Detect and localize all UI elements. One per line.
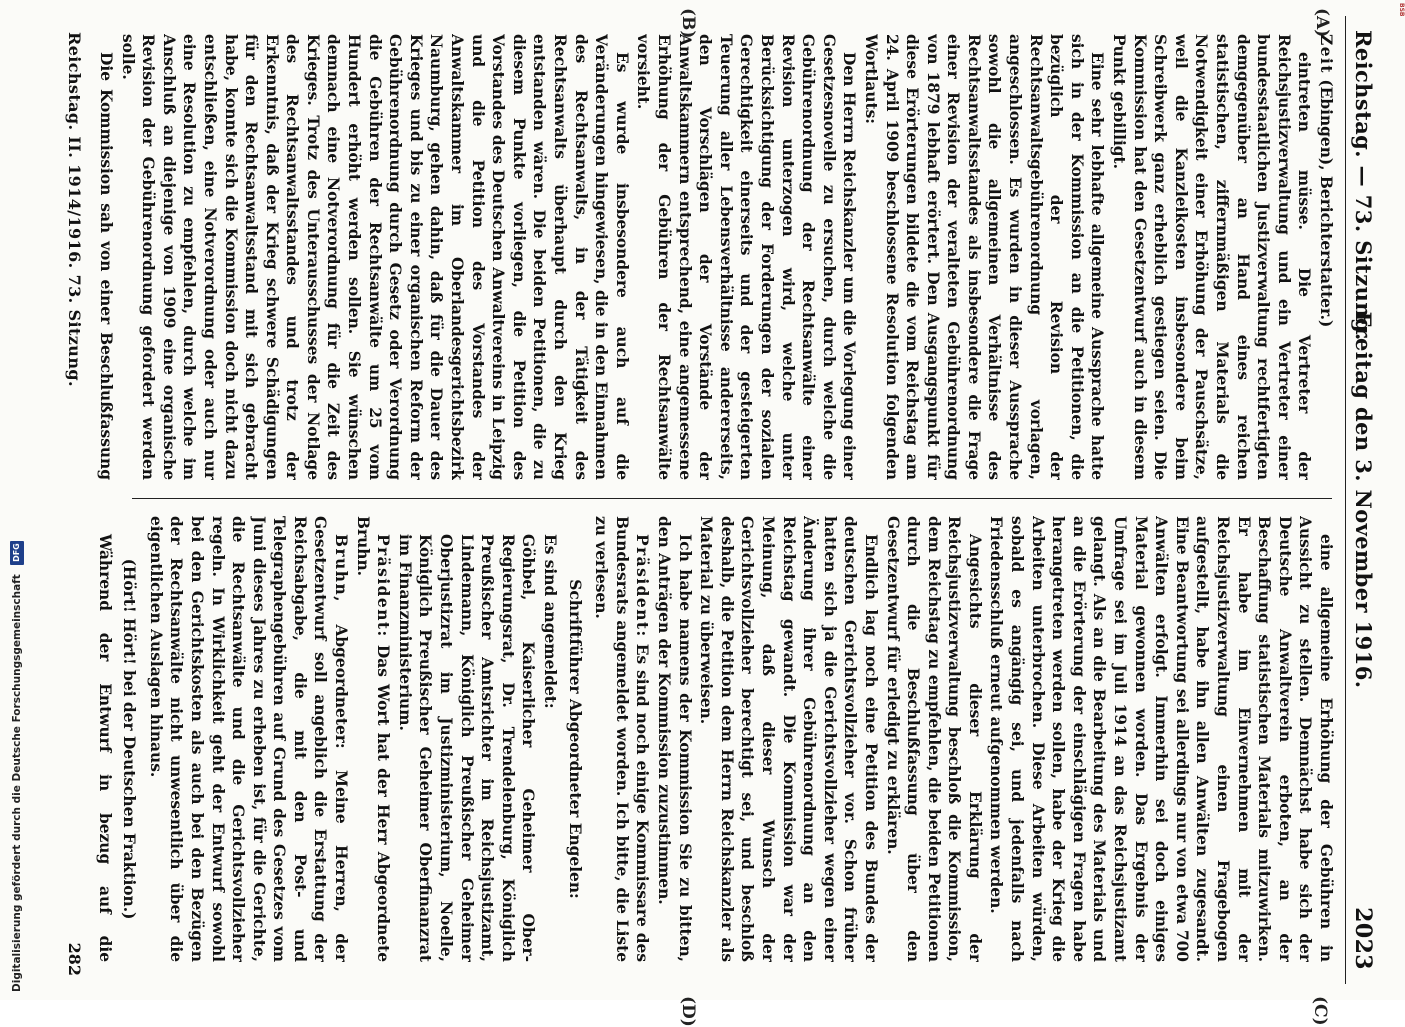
margin-letter-a: (A) bbox=[1312, 8, 1332, 38]
right-paragraph-text: eine allgemeine Erhöhung der Gebühren in Aussicht zu stellen. Demnächst habe sich der Deutsche Anwaltverein erboten, an der Beschaffung statistischen Materials mitzuwirken. Er habe im Einvernehmen mit der Reichsjustizverwaltung einen Fragebogen aufgestellt, habe ihn allen Anwälten zugesandt. Eine Beantwortung sei allerdings nur von etwa 700 Anwälten erfolgt. Immerhin sei doch einiges Material gewonnen worden. Das Ergebnis der Umfrage sei im Juli 1914 an das Reichsjustizamt gelangt. Als an die Bearbeitung des Materials und an die Erörterung der einschlägigen Fragen habe herangetreten werden sollen, habe der Krieg die Arbeiten unterbrochen. Diese Arbeiten würden, sobald es angängig sei, und jedenfalls nach Friedensschluß erneut aufgenommen werden. bbox=[987, 516, 1335, 962]
right-paragraph bbox=[352, 516, 393, 962]
footer-sheet-number: 282 bbox=[65, 942, 84, 976]
right-centered-line: Schriftführer Abgeordneter Engelen: bbox=[565, 579, 584, 899]
left-paragraph bbox=[1108, 34, 1314, 480]
library-corner-mark: BSB bbox=[1398, 3, 1405, 17]
right-paragraph-text: Angesichts dieser Erklärung der Reichsjustizverwaltung beschloß die Kommission, dem Reichstag zu empfehlen, die beiden Petitionen durch die Beschlußfassung über den Gesetzentwurf für erledigt zu erklären. bbox=[883, 516, 984, 962]
right-paragraph bbox=[653, 516, 694, 962]
left-paragraph bbox=[633, 34, 860, 480]
left-paragraph-text: eintreten müsse. Die Vertreter der Reichsjustizverwaltung und ein Vertreter einer bundesstaatlichen Justizverwaltung rechtfertigten demgegenüber an Hand eines reichen statistischen, ziffernmäßigen Materials die Notwendigkeit einer Erhöhung der Pauschsätze, weil die Kanzleikosten insbesondere beim Schreibwerk ganz erheblich gestiegen seien. Die Kommission hat den Gesetzentwurf auch in diesem Punkt gebilligt. bbox=[1110, 34, 1314, 480]
funding-notice-text: Digitalisierung gefördert durch die Deutsche Forschungsgemeinschaft bbox=[11, 574, 23, 992]
left-text-column bbox=[96, 34, 1336, 480]
right-paragraph bbox=[591, 516, 653, 962]
margin-letter-c: (C) bbox=[1310, 996, 1330, 1026]
left-paragraph bbox=[860, 34, 1107, 480]
page-header bbox=[1345, 16, 1382, 984]
right-paragraph-text: Das Wort hat der Herr Abgeordnete Bruhn. bbox=[353, 516, 393, 962]
left-paragraph bbox=[1315, 34, 1336, 480]
right-paragraph bbox=[145, 516, 351, 962]
funding-notice bbox=[10, 541, 24, 992]
right-paragraph-text: Während der Entwurf in bezug auf die bbox=[96, 534, 114, 962]
margin-letter-d: (D) bbox=[678, 996, 698, 1027]
speaker-name: Bruhn, bbox=[332, 534, 351, 604]
left-paragraph-text: Eine sehr lebhafte allgemeine Aussprache hatte sich in der Kommission an die Petitionen, die bezüglich der Revision der Rechtsanwaltsgebührenordnung vorlagen, angeschlossen. Es wurden in dieser Aussprache sowohl die allgemeinen Verhältnisse des Rechtsanwaltsstandes als insbesondere die Frage einer Revision der veralteten Gebührenordnung von 1879 lebhaft erörtert. Den Ausgangspunkt für diese Erörterungen bildete die vom Reichstag am 24. April 1909 beschlossene Resolution folgenden Wortlauts: bbox=[861, 34, 1107, 480]
right-commissioner-list: Göhbel, Kaiserlicher Geheimer Ober-Regierungsrat, Dr. Trendelenburg, Königlich Preußischer Amtsrichter im Reichsjustizamt, Lindemann, Königlich Preußischer Geheimer Oberjustizrat im Justizministerium, Noelle, Königlich Preußischer Geheimer Oberfinanzrat im Finanzministerium. bbox=[395, 534, 538, 962]
footer-signature: Reichstag. II. 1914/1916. 73. Sitzung. bbox=[65, 32, 84, 387]
right-paragraph bbox=[882, 516, 985, 962]
right-centered-line: (Hört! Hört! bei der Deutschen Fraktion.) bbox=[120, 558, 139, 920]
margin-letter-b: (B) bbox=[678, 8, 698, 39]
header-page-number: 2023 bbox=[1350, 907, 1376, 970]
right-paragraph-text: Es sind angemeldet: bbox=[541, 534, 560, 709]
rotated-document-page bbox=[36, 8, 1382, 1027]
page-footer bbox=[56, 16, 86, 984]
header-session: Reichstag. — 73. Sitzung. bbox=[1351, 30, 1376, 341]
right-paragraph bbox=[96, 516, 115, 962]
left-paragraph-text: Die Kommission sah von einer Beschlußfassung bbox=[96, 52, 115, 480]
dfg-logo: DFG bbox=[10, 541, 24, 565]
left-paragraph-text: Es wurde insbesondere auch auf die Veränderungen hingewiesen, die in den Einnahmen des Rechtsanwalts, in der Tätigkeit des Rechtsanwalts überhaupt durch den Krieg entstanden wären. Die beiden Petitionen, die zu diesem Punkte vorliegen, die Petition des Vorstandes des Deutschen Anwaltvereins in Leipzig und die Petition des Vorstandes der Anwaltskammer im Oberlandesgerichtsbezirk Naumburg, gehen dahin, daß für die Dauer des Krieges und bis zu einer organischen Reform der Gebührenordnung durch Gesetz oder Verordnung die Gebühren der Rechtsanwälte um 25 vom Hundert erhöht werden sollen. Sie wünschen demnach eine Notverordnung für die Zeit des Krieges. Trotz des Unterausschusses der Notlage des Rechtsanwaltsstandes und trotz der Erkenntnis, daß der Krieg schwere Schädigungen für den Rechtsanwaltsstand mit sich gebracht habe, konnte sich die Kommission doch nicht dazu entschließen, eine Notverordnung oder auch nur eine Resolution zu empfehlen, durch welche im Anschluß an diejenige von 1909 eine organische Revision der Gebührenordnung gefordert werden solle. bbox=[118, 34, 631, 480]
column-divider bbox=[132, 498, 1332, 499]
right-paragraph-text: Ich habe namens der Kommission Sie zu bitten, den Anträgen der Kommission zuzustimmen. bbox=[655, 516, 694, 962]
right-paragraph bbox=[986, 516, 1336, 962]
right-paragraph bbox=[696, 516, 881, 962]
header-date: Freitag den 3. November 1916. bbox=[1351, 311, 1376, 689]
paragraph-lead: Zeit bbox=[1317, 34, 1335, 74]
left-paragraph-text: (Ebingen), Berichterstatter.) bbox=[1317, 79, 1335, 328]
right-text-column bbox=[96, 516, 1336, 962]
speaker-name: Präsident: bbox=[374, 534, 393, 638]
right-paragraph-text: Endlich lag noch eine Petition des Bundes der deutschen Gerichtsvollzieher vor. Schon früher hatten sich ja die Gerichtsvollzieher wegen einer Änderung ihrer Gebührenordnung an den Reichstag gewandt. Die Kommission war der Meinung, daß dieser Wunsch der Gerichtsvollzieher berechtigt sei, und beschloß deshalb, die Petition dem Herrn Reichskanzler als Material zu überweisen. bbox=[697, 516, 880, 962]
right-paragraph-text: Abgeordneter: Meine Herren, der Gesetzentwurf soll angeblich die Erstattung der Reichsabgabe, die mit den Post- und Telegraphengebühren auf Grund des Gesetzes vom Juni dieses Jahres zu erheben ist, für die Gerichte, die Rechtsanwälte und die Gerichtsvollzieher regeln. In Wirklichkeit geht der Entwurf sowohl bei den Gerichtskosten als auch bei den Bezügen der Rechtsanwälte nicht unwesentlich über die eigentlichen Auslagen hinaus. bbox=[146, 516, 351, 962]
left-paragraph bbox=[96, 34, 116, 480]
speaker-name: Präsident: bbox=[633, 534, 652, 638]
right-paragraph-text: Es sind noch einige Kommissare des Bundesrats angemeldet worden. Ich bitte, die Liste zu verlesen. bbox=[592, 516, 652, 962]
left-paragraph-text: Den Herrn Reichskanzler um die Vorlegung einer Gesetzesnovelle zu ersuchen, durch welche die Gebührenordnung der Rechtsanwälte einer Revision unterzogen wird, welche unter Berücksichtigung der Forderungen der sozialen Gerechtigkeit einerseits und der gesteigerten Teuerung aller Lebensverhältnisse andererseits, den Vorschlägen der Vorstände der Anwaltskammern entsprechend, eine angemessene Erhöhung der Gebühren der Rechtsanwälte vorsieht. bbox=[634, 34, 859, 480]
right-paragraph bbox=[539, 516, 560, 962]
left-paragraph bbox=[117, 34, 632, 480]
